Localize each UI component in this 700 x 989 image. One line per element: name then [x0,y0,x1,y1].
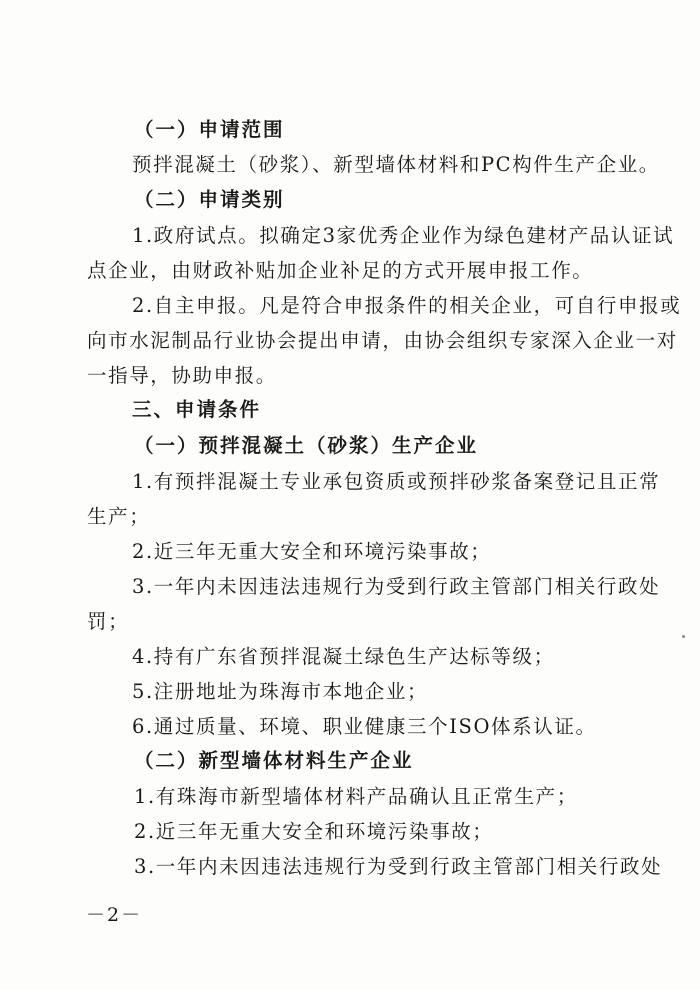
section-heading-new-wall-materials: （二）新型墙体材料生产企业 [134,749,414,772]
condition-6: 6.通过质量、环境、职业健康三个ISO体系认证。 [132,715,597,738]
paragraph-line-government-pilot-1: 1.政府试点。拟确定3家优秀企业作为绿色建材产品认证试 [132,224,675,247]
chapter-heading-application-conditions: 三、申请条件 [132,398,262,421]
wall-condition-1: 1.有珠海市新型墙体材料产品确认且正常生产； [134,785,578,808]
condition-2: 2.近三年无重大安全和环境污染事故； [132,540,492,563]
wall-condition-3: 3.一年内未因违法违规行为受到行政主管部门相关行政处 [134,855,663,878]
section-heading-application-scope: （一）申请范围 [134,118,285,141]
scan-speck [682,635,685,638]
page-number: －2－ [86,904,143,926]
wall-condition-2: 2.近三年无重大安全和环境污染事故； [134,820,494,843]
section-heading-application-category: （二）申请类别 [134,188,285,211]
section-heading-ready-mix-concrete: （一）预拌混凝土（砂浆）生产企业 [134,434,479,457]
condition-5: 5.注册地址为珠海市本地企业； [132,680,429,703]
condition-3-line-2: 罚； [87,610,130,633]
condition-3-line-1: 3.一年内未因违法违规行为受到行政主管部门相关行政处 [132,575,661,598]
condition-1-line-1: 1.有预拌混凝土专业承包资质或预拌砂浆备案登记且正常 [132,470,661,493]
paragraph-application-scope: 预拌混凝土（砂浆）、新型墙体材料和PC构件生产企业。 [132,153,660,176]
paragraph-line-self-application-2: 向市水泥制品行业协会提出申请，由协会组织专家深入企业一对 [87,329,678,352]
paragraph-line-self-application-3: 一指导，协助申报。 [87,364,277,387]
paragraph-line-self-application-1: 2.自主申报。凡是符合申报条件的相关企业，可自行申报或 [132,294,682,317]
condition-4: 4.持有广东省预拌混凝土绿色生产达标等级； [132,645,555,668]
condition-1-line-2: 生产； [87,505,151,528]
paragraph-line-government-pilot-2: 点企业，由财政补贴加企业补足的方式开展申报工作。 [87,259,594,282]
